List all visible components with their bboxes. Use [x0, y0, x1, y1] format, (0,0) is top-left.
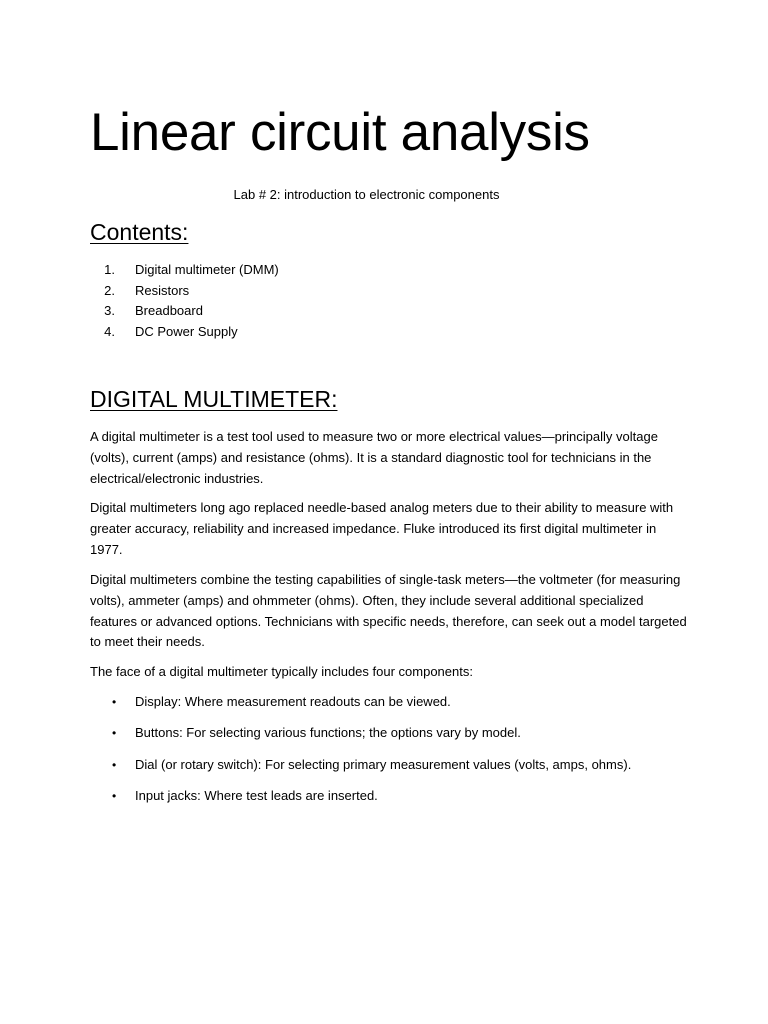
bullet-item-text: Input jacks: Where test leads are inserted.	[135, 787, 378, 803]
contents-item-label: DC Power Supply	[135, 324, 238, 340]
bullet-item-text: Display: Where measurement readouts can be viewed.	[135, 694, 451, 709]
bullet-dot-icon: •	[112, 788, 117, 803]
digital-multimeter-heading: DIGITAL MULTIMETER:	[90, 386, 338, 412]
contents-item-label: Breadboard	[135, 303, 203, 319]
contents-item-number: 2.	[104, 282, 115, 298]
bullet-item-text: Dial (or rotary switch): For selecting primary measurement values (volts, amps, ohms).	[135, 756, 632, 772]
bullet-dot-icon: •	[112, 757, 117, 772]
body-paragraph: The face of a digital multimeter typically includes four components:	[90, 664, 473, 679]
document-title: Linear circuit analysis	[90, 103, 590, 162]
contents-heading: Contents:	[90, 219, 189, 245]
body-paragraph: A digital multimeter is a test tool used to measure two or more electrical values—principally voltage (volts), current (amps) and resistance (ohms). It is a standard diagnostic tool for technicians in the electrical/electronic industries.	[90, 429, 658, 486]
bullet-item-text: Buttons: For selecting various functions; the options vary by model.	[135, 725, 521, 741]
contents-item-number: 3.	[104, 303, 115, 319]
contents-item-number: 1.	[104, 262, 115, 277]
body-paragraph: Digital multimeters long ago replaced needle-based analog meters due to their ability to measure with greater accuracy, reliability and increased impedance. Fluke introduced its first digital multimeter in 1977.	[90, 500, 674, 557]
contents-item-label: Digital multimeter (DMM)	[135, 262, 279, 277]
lab-subtitle: Lab # 2: introduction to electronic components	[233, 187, 500, 202]
body-paragraph: Digital multimeters combine the testing capabilities of single-task meters—the voltmeter (for measuring volts), ammeter (amps) and ohmmeter (ohms). Often, they include several additional specialized features or advanced options. Technicians with specific needs, therefore, can seek out a model targeted to meet their needs.	[90, 572, 687, 650]
bullet-dot-icon: •	[112, 695, 117, 709]
contents-item-label: Resistors	[135, 282, 190, 298]
contents-item-number: 4.	[104, 324, 115, 340]
bullet-dot-icon: •	[112, 726, 117, 741]
